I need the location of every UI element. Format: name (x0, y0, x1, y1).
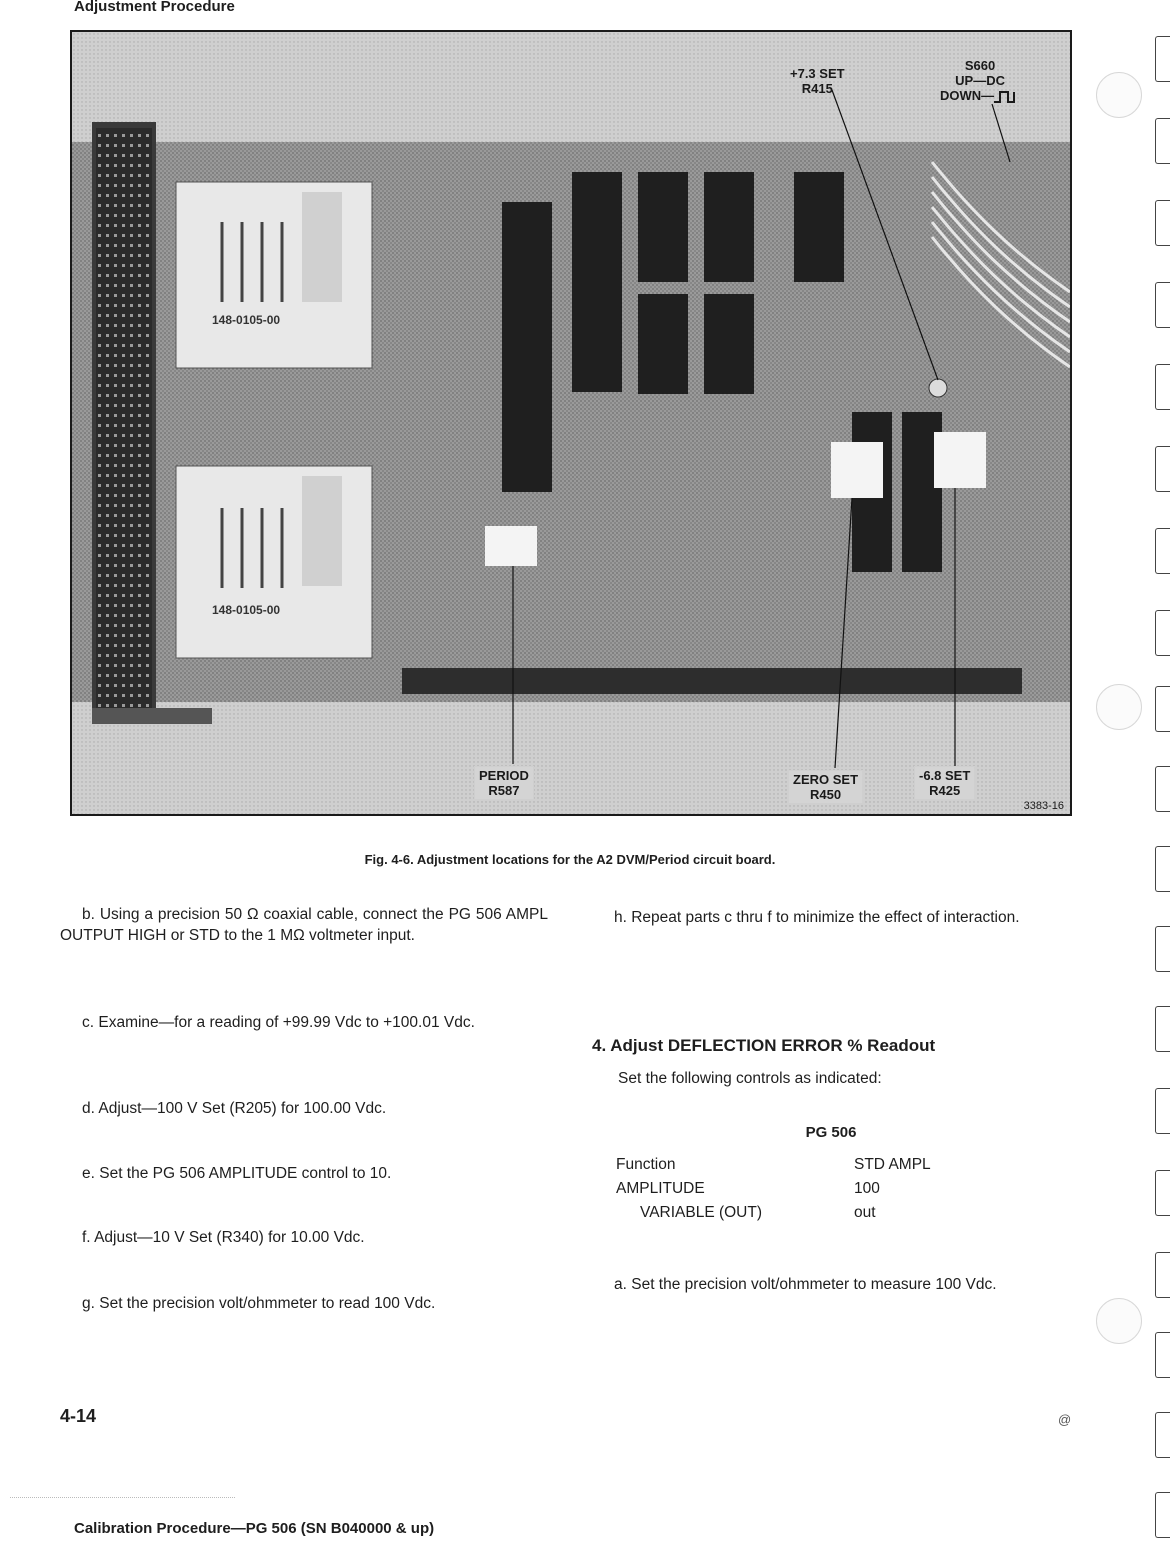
copyright-mark: @ (1058, 1412, 1072, 1427)
binder-tab (1155, 282, 1170, 328)
callout-s660-down: DOWN— (940, 88, 995, 103)
step-c-text: c. Examine—for a reading of +99.99 Vdc to +100.01 Vdc. (82, 1014, 475, 1031)
setting-control: Function (616, 1156, 676, 1173)
binder-tab (1155, 1006, 1170, 1052)
r587-pot (485, 526, 537, 566)
settings-table-title: PG 506 (805, 1124, 857, 1141)
setting-control: AMPLITUDE (616, 1180, 705, 1197)
step-b (60, 904, 548, 946)
section-heading: 4. Adjust DEFLECTION ERROR % Readout (592, 1036, 936, 1055)
edge-connector (96, 128, 152, 714)
set-controls-text: Set the following controls as indicated: (618, 1070, 882, 1087)
callout-r425 (914, 766, 975, 800)
binder-tab (1155, 200, 1170, 246)
step-f-text: f. Adjust—10 V Set (R340) for 10.00 Vdc. (82, 1229, 365, 1246)
relay-lower-part-number: 148-0105-00 (212, 603, 281, 617)
binder-tab (1155, 766, 1170, 812)
callout-s660-line3 (940, 88, 1020, 104)
binder-tab (1155, 1170, 1170, 1216)
binder-tab (1155, 446, 1170, 492)
setting-value: 100 (854, 1180, 880, 1197)
setting-value: out (854, 1204, 876, 1221)
binder-tab (1155, 610, 1170, 656)
running-head: Adjustment Procedure (74, 0, 235, 15)
binder-tab (1155, 1492, 1170, 1538)
callout-r415-line1: +7.3 SET (790, 66, 845, 81)
binder-tab (1155, 118, 1170, 164)
footer-rule (10, 1497, 235, 1498)
callout-r587-line1: PERIOD (479, 768, 529, 783)
callout-r587-line2: R587 (488, 783, 520, 798)
step-g (60, 1293, 548, 1314)
callout-r415 (790, 66, 845, 96)
step-a-text: a. Set the precision volt/ohmmeter to measure 100 Vdc. (614, 1276, 997, 1293)
step-b-text: b. Using a precision 50 Ω coaxial cable, connect the PG 506 AMPL OUTPUT HIGH or STD to the 1 MΩ voltmeter input. (60, 906, 548, 944)
step-h (592, 907, 1070, 928)
step-h-text: h. Repeat parts c thru f to minimize the effect of interaction. (614, 909, 1020, 926)
relay-upper (176, 182, 372, 368)
r450-pot (831, 442, 883, 498)
callout-s660-line2: UP—DC (955, 73, 1005, 88)
punch-hole (1096, 72, 1142, 118)
binder-tab (1155, 1252, 1170, 1298)
r425-pot (934, 432, 986, 488)
figure-caption: Fig. 4-6. Adjustment locations for the A2 DVM/Period circuit board. (364, 852, 776, 867)
callout-r587 (474, 766, 534, 800)
binder-tab (1155, 1412, 1170, 1458)
setting-control: VARIABLE (OUT) (640, 1204, 763, 1221)
binder-tab (1155, 1088, 1170, 1134)
step-g-text: g. Set the precision volt/ohmmeter to read 100 Vdc. (82, 1295, 436, 1312)
binder-tab (1155, 846, 1170, 892)
r415-pot (929, 379, 947, 397)
step-e-text: e. Set the PG 506 AMPLITUDE control to 10. (82, 1165, 392, 1182)
relay-lower (176, 466, 372, 658)
setting-value: STD AMPL (854, 1156, 931, 1173)
step-f (60, 1227, 548, 1248)
binder-tab (1155, 926, 1170, 972)
callout-s660 (940, 58, 1020, 104)
callout-r425-line1: -6.8 SET (919, 768, 971, 783)
punch-hole (1096, 1298, 1142, 1344)
binder-tab (1155, 1332, 1170, 1378)
callout-r450 (788, 770, 863, 804)
punch-hole (1096, 684, 1142, 730)
step-a (592, 1274, 1070, 1295)
callout-s660-line1: S660 (964, 58, 996, 73)
page-number: 4-14 (60, 1406, 97, 1426)
callout-r415-line2: R415 (801, 81, 833, 96)
binder-tab (1155, 36, 1170, 82)
figure-number: 3383-16 (1023, 800, 1064, 812)
binder-tab (1155, 364, 1170, 410)
binder-tab (1155, 528, 1170, 574)
footer-title: Calibration Procedure—PG 506 (SN B040000 & up) (74, 1520, 435, 1537)
pulse-waveform-icon (994, 90, 1020, 104)
step-e (60, 1163, 548, 1184)
callout-r450-line2: R450 (809, 787, 842, 802)
callout-r450-line1: ZERO SET (793, 772, 859, 787)
callout-r425-line2: R425 (929, 783, 961, 798)
circuit-board-photo (70, 30, 1072, 816)
step-c (60, 1012, 548, 1033)
relay-upper-part-number: 148-0105-00 (212, 313, 281, 327)
step-d (60, 1098, 548, 1119)
binder-tab (1155, 686, 1170, 732)
step-d-text: d. Adjust—100 V Set (R205) for 100.00 Vdc. (82, 1100, 387, 1117)
